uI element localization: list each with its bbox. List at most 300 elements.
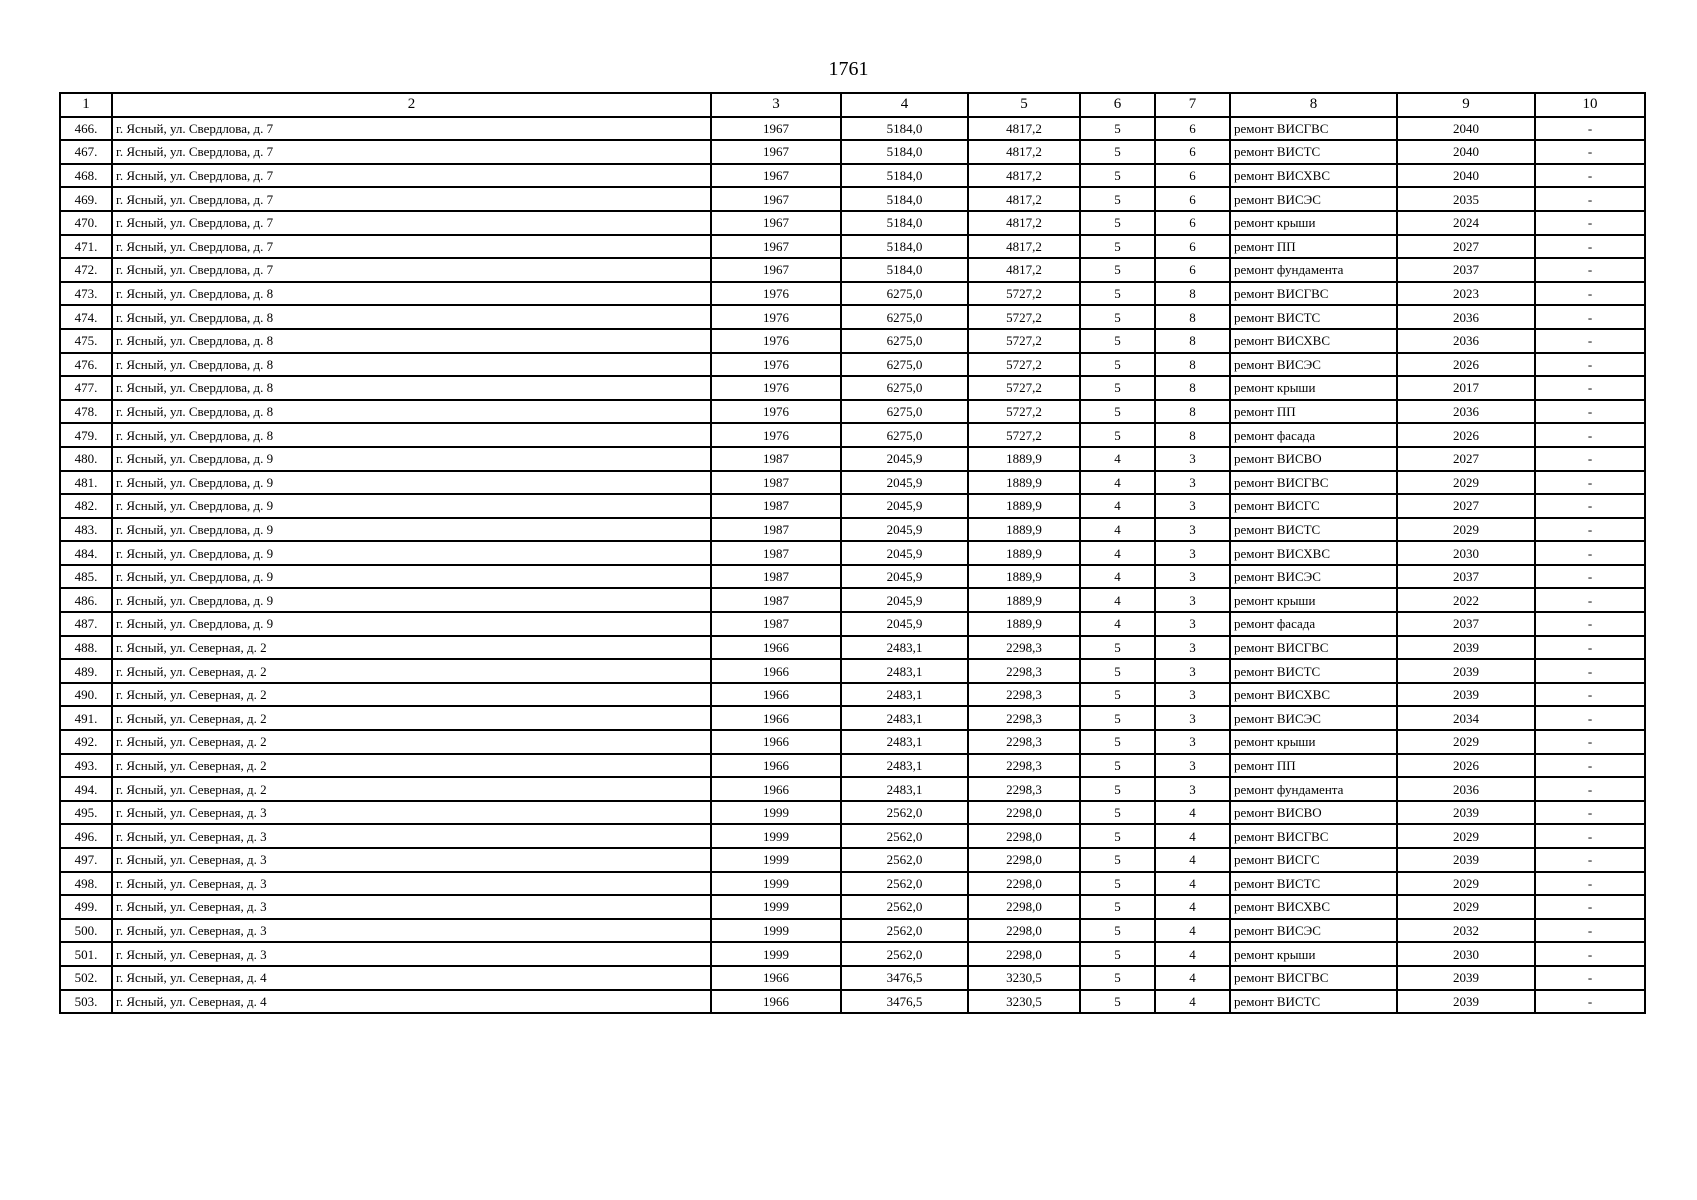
entrances-cell: 8 [1155,423,1230,447]
work-type-cell: ремонт крыши [1230,376,1397,400]
entrances-cell: 4 [1155,990,1230,1014]
entrances-cell: 3 [1155,754,1230,778]
column-header: 8 [1230,93,1397,117]
note-cell: - [1535,706,1645,730]
note-cell: - [1535,471,1645,495]
year-cell: 1966 [711,659,841,683]
planned-year-cell: 2027 [1397,447,1535,471]
note-cell: - [1535,329,1645,353]
entrances-cell: 3 [1155,612,1230,636]
entrances-cell: 4 [1155,919,1230,943]
address-cell: г. Ясный, ул. Свердлова, д. 7 [112,140,711,164]
year-cell: 1967 [711,235,841,259]
row-number: 478. [60,400,112,424]
table-row [60,872,1645,896]
note-cell: - [1535,541,1645,565]
floors-cell: 5 [1080,329,1155,353]
note-cell: - [1535,990,1645,1014]
row-number: 497. [60,848,112,872]
planned-year-cell: 2039 [1397,659,1535,683]
planned-year-cell: 2037 [1397,565,1535,589]
note-cell: - [1535,376,1645,400]
address-cell: г. Ясный, ул. Северная, д. 2 [112,777,711,801]
note-cell: - [1535,423,1645,447]
total-area-cell: 2045,9 [841,518,968,542]
floors-cell: 5 [1080,919,1155,943]
entrances-cell: 3 [1155,494,1230,518]
address-cell: г. Ясный, ул. Свердлова, д. 7 [112,164,711,188]
note-cell: - [1535,117,1645,141]
address-cell: г. Ясный, ул. Свердлова, д. 7 [112,258,711,282]
total-area-cell: 2562,0 [841,801,968,825]
note-cell: - [1535,588,1645,612]
year-cell: 1987 [711,612,841,636]
work-type-cell: ремонт ВИСГВС [1230,636,1397,660]
address-cell: г. Ясный, ул. Свердлова, д. 7 [112,187,711,211]
total-area-cell: 6275,0 [841,376,968,400]
entrances-cell: 4 [1155,872,1230,896]
table-row [60,187,1645,211]
entrances-cell: 4 [1155,966,1230,990]
planned-year-cell: 2036 [1397,777,1535,801]
row-number: 488. [60,636,112,660]
total-area-cell: 6275,0 [841,329,968,353]
table-row [60,140,1645,164]
column-header: 9 [1397,93,1535,117]
table-row [60,848,1645,872]
planned-year-cell: 2035 [1397,187,1535,211]
row-number: 500. [60,919,112,943]
table-row [60,683,1645,707]
work-type-cell: ремонт ВИСХВС [1230,164,1397,188]
row-number: 475. [60,329,112,353]
planned-year-cell: 2029 [1397,895,1535,919]
living-area-cell: 1889,9 [968,494,1080,518]
total-area-cell: 5184,0 [841,164,968,188]
living-area-cell: 5727,2 [968,305,1080,329]
living-area-cell: 2298,0 [968,801,1080,825]
row-number: 498. [60,872,112,896]
row-number: 495. [60,801,112,825]
living-area-cell: 4817,2 [968,211,1080,235]
planned-year-cell: 2023 [1397,282,1535,306]
year-cell: 1966 [711,966,841,990]
row-number: 480. [60,447,112,471]
living-area-cell: 5727,2 [968,400,1080,424]
floors-cell: 5 [1080,848,1155,872]
year-cell: 1966 [711,730,841,754]
address-cell: г. Ясный, ул. Северная, д. 3 [112,895,711,919]
entrances-cell: 3 [1155,541,1230,565]
table-row [60,706,1645,730]
living-area-cell: 3230,5 [968,966,1080,990]
total-area-cell: 2562,0 [841,848,968,872]
year-cell: 1976 [711,282,841,306]
floors-cell: 5 [1080,659,1155,683]
floors-cell: 5 [1080,282,1155,306]
total-area-cell: 5184,0 [841,187,968,211]
work-type-cell: ремонт ПП [1230,754,1397,778]
planned-year-cell: 2029 [1397,824,1535,848]
table-row [60,730,1645,754]
entrances-cell: 6 [1155,117,1230,141]
planned-year-cell: 2017 [1397,376,1535,400]
living-area-cell: 1889,9 [968,588,1080,612]
living-area-cell: 5727,2 [968,282,1080,306]
planned-year-cell: 2037 [1397,258,1535,282]
planned-year-cell: 2026 [1397,754,1535,778]
table-row [60,164,1645,188]
floors-cell: 5 [1080,164,1155,188]
address-cell: г. Ясный, ул. Свердлова, д. 8 [112,376,711,400]
work-type-cell: ремонт ПП [1230,235,1397,259]
work-type-cell: ремонт ВИСГС [1230,494,1397,518]
row-number: 490. [60,683,112,707]
planned-year-cell: 2024 [1397,211,1535,235]
planned-year-cell: 2026 [1397,353,1535,377]
entrances-cell: 6 [1155,235,1230,259]
floors-cell: 5 [1080,211,1155,235]
address-cell: г. Ясный, ул. Северная, д. 3 [112,801,711,825]
year-cell: 1966 [711,777,841,801]
floors-cell: 4 [1080,541,1155,565]
total-area-cell: 2045,9 [841,494,968,518]
work-type-cell: ремонт ВИСГВС [1230,966,1397,990]
floors-cell: 5 [1080,305,1155,329]
year-cell: 1966 [711,636,841,660]
address-cell: г. Ясный, ул. Свердлова, д. 8 [112,305,711,329]
work-type-cell: ремонт ВИСЭС [1230,565,1397,589]
total-area-cell: 2045,9 [841,565,968,589]
row-number: 501. [60,942,112,966]
year-cell: 1967 [711,187,841,211]
table-row [60,471,1645,495]
note-cell: - [1535,400,1645,424]
column-header: 6 [1080,93,1155,117]
note-cell: - [1535,612,1645,636]
table-row [60,636,1645,660]
address-cell: г. Ясный, ул. Северная, д. 2 [112,754,711,778]
planned-year-cell: 2029 [1397,872,1535,896]
planned-year-cell: 2037 [1397,612,1535,636]
work-type-cell: ремонт ВИСТС [1230,140,1397,164]
entrances-cell: 8 [1155,282,1230,306]
year-cell: 1976 [711,305,841,329]
floors-cell: 4 [1080,518,1155,542]
year-cell: 1999 [711,895,841,919]
table-row [60,282,1645,306]
note-cell: - [1535,895,1645,919]
work-type-cell: ремонт ВИСХВС [1230,895,1397,919]
total-area-cell: 2483,1 [841,777,968,801]
work-type-cell: ремонт ВИСХВС [1230,541,1397,565]
living-area-cell: 1889,9 [968,541,1080,565]
total-area-cell: 6275,0 [841,305,968,329]
table-row [60,541,1645,565]
address-cell: г. Ясный, ул. Свердлова, д. 8 [112,400,711,424]
living-area-cell: 1889,9 [968,518,1080,542]
floors-cell: 4 [1080,612,1155,636]
table-row [60,423,1645,447]
note-cell: - [1535,848,1645,872]
address-cell: г. Ясный, ул. Свердлова, д. 9 [112,518,711,542]
work-type-cell: ремонт ВИСХВС [1230,329,1397,353]
floors-cell: 5 [1080,895,1155,919]
note-cell: - [1535,565,1645,589]
living-area-cell: 5727,2 [968,353,1080,377]
year-cell: 1976 [711,353,841,377]
total-area-cell: 2562,0 [841,895,968,919]
living-area-cell: 2298,0 [968,872,1080,896]
row-number: 474. [60,305,112,329]
column-header: 5 [968,93,1080,117]
address-cell: г. Ясный, ул. Свердлова, д. 9 [112,588,711,612]
work-type-cell: ремонт ВИСТС [1230,659,1397,683]
note-cell: - [1535,942,1645,966]
total-area-cell: 2045,9 [841,588,968,612]
year-cell: 1987 [711,565,841,589]
living-area-cell: 5727,2 [968,376,1080,400]
work-type-cell: ремонт ВИСЭС [1230,353,1397,377]
living-area-cell: 5727,2 [968,329,1080,353]
address-cell: г. Ясный, ул. Северная, д. 2 [112,730,711,754]
work-type-cell: ремонт фундамента [1230,777,1397,801]
living-area-cell: 1889,9 [968,471,1080,495]
floors-cell: 5 [1080,187,1155,211]
address-cell: г. Ясный, ул. Свердлова, д. 7 [112,211,711,235]
column-header: 4 [841,93,968,117]
row-number: 492. [60,730,112,754]
entrances-cell: 6 [1155,164,1230,188]
living-area-cell: 2298,3 [968,683,1080,707]
entrances-cell: 4 [1155,895,1230,919]
year-cell: 1976 [711,423,841,447]
year-cell: 1987 [711,541,841,565]
entrances-cell: 3 [1155,730,1230,754]
column-header: 10 [1535,93,1645,117]
work-type-cell: ремонт ВИСГВС [1230,117,1397,141]
address-cell: г. Ясный, ул. Свердлова, д. 9 [112,541,711,565]
repair-schedule-table [59,92,1646,1014]
entrances-cell: 3 [1155,447,1230,471]
year-cell: 1987 [711,447,841,471]
row-number: 479. [60,423,112,447]
work-type-cell: ремонт ПП [1230,400,1397,424]
row-number: 487. [60,612,112,636]
planned-year-cell: 2039 [1397,966,1535,990]
living-area-cell: 2298,3 [968,659,1080,683]
total-area-cell: 5184,0 [841,235,968,259]
column-header: 1 [60,93,112,117]
table-row [60,824,1645,848]
entrances-cell: 8 [1155,400,1230,424]
floors-cell: 5 [1080,140,1155,164]
entrances-cell: 8 [1155,305,1230,329]
address-cell: г. Ясный, ул. Свердлова, д. 8 [112,353,711,377]
table-row [60,258,1645,282]
work-type-cell: ремонт крыши [1230,588,1397,612]
total-area-cell: 5184,0 [841,117,968,141]
floors-cell: 5 [1080,801,1155,825]
year-cell: 1987 [711,518,841,542]
table-row [60,588,1645,612]
planned-year-cell: 2039 [1397,636,1535,660]
row-number: 491. [60,706,112,730]
living-area-cell: 4817,2 [968,117,1080,141]
entrances-cell: 3 [1155,471,1230,495]
floors-cell: 5 [1080,423,1155,447]
row-number: 502. [60,966,112,990]
note-cell: - [1535,754,1645,778]
address-cell: г. Ясный, ул. Северная, д. 2 [112,683,711,707]
total-area-cell: 2483,1 [841,683,968,707]
total-area-cell: 2562,0 [841,919,968,943]
work-type-cell: ремонт крыши [1230,730,1397,754]
entrances-cell: 6 [1155,211,1230,235]
planned-year-cell: 2036 [1397,329,1535,353]
row-number: 467. [60,140,112,164]
planned-year-cell: 2039 [1397,801,1535,825]
floors-cell: 4 [1080,565,1155,589]
year-cell: 1999 [711,942,841,966]
work-type-cell: ремонт ВИСЭС [1230,919,1397,943]
note-cell: - [1535,282,1645,306]
floors-cell: 4 [1080,471,1155,495]
address-cell: г. Ясный, ул. Свердлова, д. 9 [112,494,711,518]
living-area-cell: 2298,3 [968,754,1080,778]
total-area-cell: 3476,5 [841,990,968,1014]
living-area-cell: 2298,3 [968,636,1080,660]
living-area-cell: 2298,3 [968,706,1080,730]
note-cell: - [1535,777,1645,801]
table-header-row [60,93,1645,117]
total-area-cell: 5184,0 [841,258,968,282]
row-number: 477. [60,376,112,400]
entrances-cell: 3 [1155,683,1230,707]
address-cell: г. Ясный, ул. Свердлова, д. 7 [112,117,711,141]
planned-year-cell: 2030 [1397,942,1535,966]
floors-cell: 5 [1080,683,1155,707]
work-type-cell: ремонт ВИСЭС [1230,706,1397,730]
entrances-cell: 4 [1155,801,1230,825]
floors-cell: 5 [1080,942,1155,966]
row-number: 469. [60,187,112,211]
column-header: 3 [711,93,841,117]
planned-year-cell: 2036 [1397,305,1535,329]
planned-year-cell: 2026 [1397,423,1535,447]
entrances-cell: 3 [1155,706,1230,730]
entrances-cell: 3 [1155,565,1230,589]
address-cell: г. Ясный, ул. Северная, д. 3 [112,919,711,943]
address-cell: г. Ясный, ул. Свердлова, д. 8 [112,423,711,447]
address-cell: г. Ясный, ул. Свердлова, д. 9 [112,471,711,495]
note-cell: - [1535,494,1645,518]
year-cell: 1967 [711,117,841,141]
living-area-cell: 4817,2 [968,187,1080,211]
planned-year-cell: 2040 [1397,164,1535,188]
column-header: 2 [112,93,711,117]
row-number: 484. [60,541,112,565]
row-number: 470. [60,211,112,235]
address-cell: г. Ясный, ул. Северная, д. 2 [112,659,711,683]
living-area-cell: 1889,9 [968,565,1080,589]
row-number: 466. [60,117,112,141]
work-type-cell: ремонт ВИСЭС [1230,187,1397,211]
planned-year-cell: 2034 [1397,706,1535,730]
table-row [60,966,1645,990]
total-area-cell: 3476,5 [841,966,968,990]
planned-year-cell: 2039 [1397,683,1535,707]
note-cell: - [1535,187,1645,211]
work-type-cell: ремонт ВИСТС [1230,872,1397,896]
total-area-cell: 2045,9 [841,471,968,495]
address-cell: г. Ясный, ул. Северная, д. 2 [112,636,711,660]
year-cell: 1966 [711,706,841,730]
year-cell: 1966 [711,754,841,778]
entrances-cell: 4 [1155,824,1230,848]
work-type-cell: ремонт ВИСХВС [1230,683,1397,707]
work-type-cell: ремонт ВИСГВС [1230,471,1397,495]
year-cell: 1987 [711,494,841,518]
entrances-cell: 3 [1155,636,1230,660]
note-cell: - [1535,211,1645,235]
table-row [60,942,1645,966]
note-cell: - [1535,447,1645,471]
table-row [60,376,1645,400]
note-cell: - [1535,305,1645,329]
floors-cell: 5 [1080,353,1155,377]
floors-cell: 4 [1080,447,1155,471]
row-number: 496. [60,824,112,848]
work-type-cell: ремонт ВИСГВС [1230,824,1397,848]
table-row [60,895,1645,919]
year-cell: 1999 [711,848,841,872]
work-type-cell: ремонт ВИСГС [1230,848,1397,872]
total-area-cell: 5184,0 [841,211,968,235]
work-type-cell: ремонт крыши [1230,211,1397,235]
table-row [60,494,1645,518]
planned-year-cell: 2027 [1397,235,1535,259]
address-cell: г. Ясный, ул. Северная, д. 4 [112,990,711,1014]
planned-year-cell: 2022 [1397,588,1535,612]
living-area-cell: 1889,9 [968,447,1080,471]
year-cell: 1999 [711,801,841,825]
note-cell: - [1535,872,1645,896]
floors-cell: 4 [1080,494,1155,518]
address-cell: г. Ясный, ул. Свердлова, д. 8 [112,282,711,306]
row-number: 476. [60,353,112,377]
entrances-cell: 8 [1155,353,1230,377]
table-body [60,117,1645,1014]
entrances-cell: 6 [1155,187,1230,211]
table-row [60,447,1645,471]
floors-cell: 5 [1080,706,1155,730]
planned-year-cell: 2039 [1397,990,1535,1014]
note-cell: - [1535,683,1645,707]
row-number: 482. [60,494,112,518]
living-area-cell: 4817,2 [968,164,1080,188]
row-number: 473. [60,282,112,306]
year-cell: 1967 [711,211,841,235]
entrances-cell: 3 [1155,659,1230,683]
table-row [60,518,1645,542]
table-row [60,919,1645,943]
year-cell: 1999 [711,872,841,896]
floors-cell: 5 [1080,966,1155,990]
year-cell: 1966 [711,990,841,1014]
table-row [60,211,1645,235]
floors-cell: 5 [1080,824,1155,848]
